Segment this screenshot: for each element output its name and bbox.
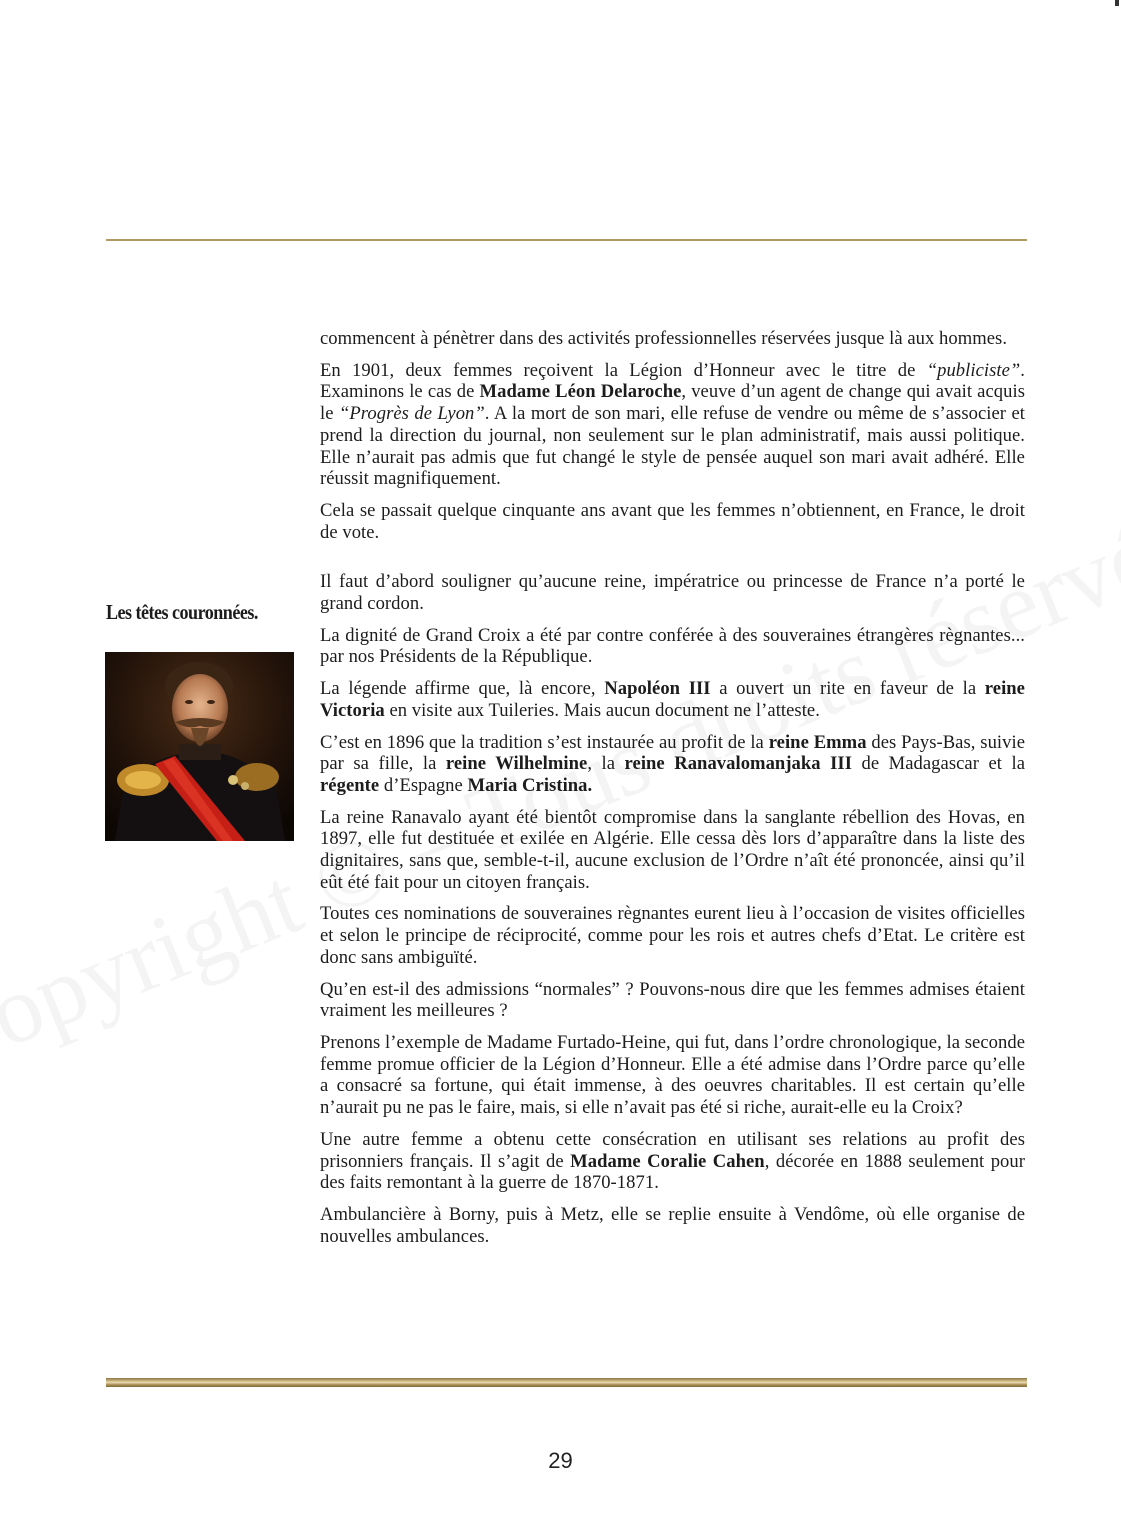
body-paragraph (320, 732, 1025, 797)
text-run: , veuve d’un agent de change qui avait acquis le (320, 381, 1025, 425)
body-paragraph (320, 1032, 1025, 1119)
text-run: . Examinons le cas de (320, 359, 1025, 403)
body-paragraph (320, 678, 1025, 721)
bold-name: Napoléon III (604, 678, 711, 700)
top-gold-rule (106, 239, 1027, 241)
text-run: En 1901, deux femmes reçoivent la Légion d’Honneur avec le titre de (320, 359, 927, 381)
scan-edge-mark (1115, 0, 1119, 6)
body-paragraph (320, 979, 1025, 1022)
text-run: Toutes ces nominations de souveraines règnantes eurent lieu à l’occasion de visites officielles et selon le principe de réciprocité, comme pour les rois et autres chefs d’Etat. Le critère est donc sans ambiguïté. (320, 903, 1025, 968)
bold-name: reine Ranavalomanjaka III (624, 753, 852, 775)
text-run: en visite aux Tuileries. Mais aucun document ne l’atteste. (384, 699, 820, 721)
main-text-column (320, 328, 1025, 1257)
text-run: commencent à pénètrer dans des activités professionnelles réservées jusque là aux hommes. (320, 328, 1008, 349)
text-run: La dignité de Grand Croix a été par contre conférée à des souveraines étrangères règnantes... par nos Présidents de la République. (320, 624, 1025, 668)
text-run: La légende affirme que, là encore, (320, 678, 605, 700)
bold-name: régente (320, 774, 380, 796)
text-run: Cela se passait quelque cinquante ans avant que les femmes n’obtiennent, en France, le droit de vote. (320, 499, 1025, 543)
bottom-gold-rule (106, 1378, 1027, 1387)
bold-name: Madame Coralie Cahen (570, 1150, 765, 1172)
text-run: Qu’en est-il des admissions “normales” ? Pouvons-nous dire que les femmes admises étaient vraiment les meilleures ? (320, 978, 1025, 1022)
body-paragraph (320, 360, 1025, 490)
body-paragraph (320, 1129, 1025, 1194)
bold-name: reine Emma (768, 731, 867, 753)
text-run: Il faut d’abord souligner qu’aucune reine, impératrice ou princesse de France n’a porté le grand cordon. (320, 571, 1025, 615)
text-run: a ouvert un rite en faveur de la (710, 678, 985, 700)
bold-name: reine Victoria (320, 678, 1025, 721)
portrait-image (105, 652, 294, 841)
italic-term: “Progrès de Lyon” (339, 403, 485, 425)
text-run: de Madagascar et la (852, 753, 1025, 775)
text-run: Une autre femme a obtenu cette consécration en utilisant ses relations au profit des prisonniers français. Il s’agit de (320, 1128, 1025, 1172)
text-run: C’est en 1896 que la tradition s’est instaurée au profit de la (320, 731, 769, 753)
text-run: , la (587, 753, 625, 775)
text-run: d’Espagne (379, 774, 468, 796)
text-run: . A la mort de son mari, elle refuse de vendre ou même de s’associer et prend la direction du journal, non seulement sur le plan administratif, mais aussi politique. Elle n’aurait pas admis que fut changé le style de pensée auquel son mari avait adhéré. Elle réussit magnifiquement. (320, 403, 1026, 490)
text-run: des Pays-Bas, suivie par sa fille, la (320, 731, 1025, 775)
bold-name: Madame Léon Delaroche (479, 381, 682, 403)
body-paragraph (320, 807, 1025, 894)
body-paragraph (320, 903, 1025, 968)
italic-term: “publiciste” (926, 359, 1021, 381)
body-paragraph (320, 625, 1025, 668)
body-paragraph (320, 328, 1025, 350)
section-heading: Les têtes couronnées. (106, 600, 258, 624)
page-number: 29 (548, 1448, 573, 1473)
text-run: Prenons l’exemple de Madame Furtado-Heine, qui fut, dans l’ordre chronologique, la seconde femme promue officier de la Légion d’Honneur. Elle a été admise dans l’Ordre parce qu’elle a consacré sa fortune, qui était immense, à des oeuvres charitables. Il est certain qu’elle n’aurait pu ne pas le faire, mais, si elle n’avait pas été si riche, aurait-elle eu la Croix? (320, 1031, 1025, 1119)
text-run: , décorée en 1888 seulement pour des faits remontant à la guerre de 1870-1871. (320, 1150, 1025, 1194)
body-paragraph (320, 1204, 1025, 1247)
bold-name: Maria Cristina. (467, 774, 593, 796)
body-paragraph (320, 571, 1025, 614)
text-run: La reine Ranavalo ayant été bientôt compromise dans la sanglante rébellion des Hovas, en 1897, elle fut destituée et exilée en Algérie. Elle cessa dès lors d’apparaître dans la liste des dignitaires, sans que, semble-t-il, aucune exclusion de l’Ordre n’aît été prononcée, ainsi qu’il eût été fait pour un citoyen français. (320, 806, 1025, 893)
text-run: Ambulancière à Borny, puis à Metz, elle se replie ensuite à Vendôme, où elle organise de nouvelles ambulances. (320, 1203, 1025, 1247)
bold-name: reine Wilhelmine (445, 753, 588, 775)
body-paragraph (320, 500, 1025, 543)
